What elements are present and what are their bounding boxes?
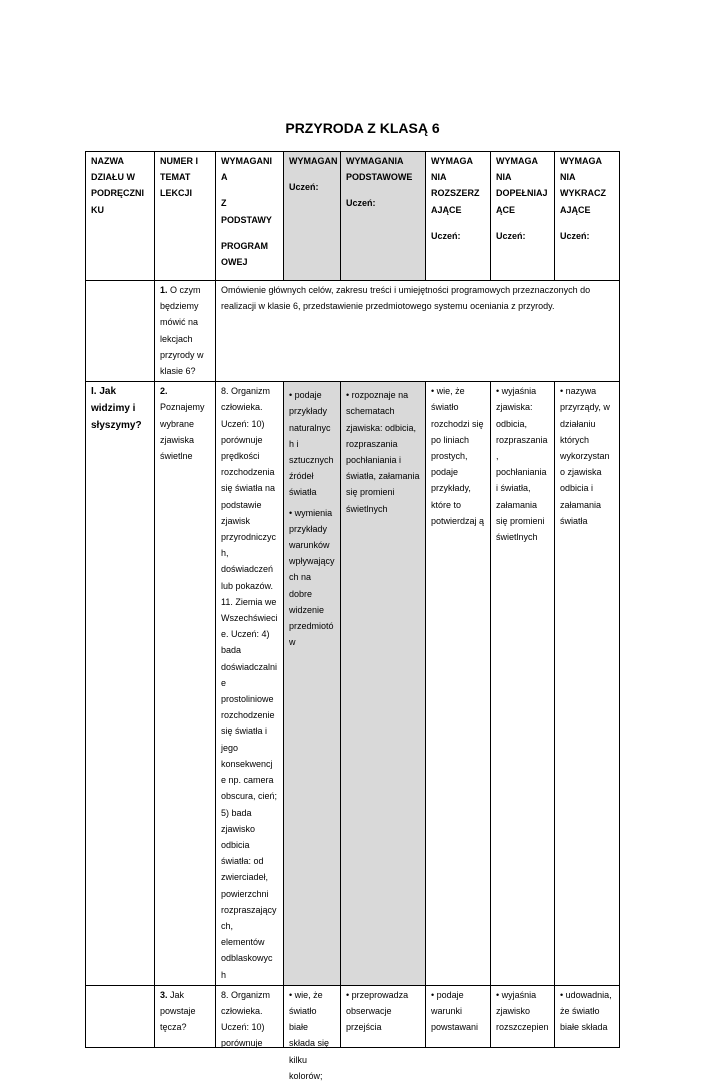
- core-requirements-cell: [216, 985, 284, 1047]
- header-core-curriculum: [216, 152, 284, 281]
- wykraczajace-item: • udowadnia, że światło białe składa: [560, 989, 612, 1033]
- header-konieczne: [284, 152, 341, 281]
- intro-description: [216, 281, 620, 382]
- header-section-name: [86, 152, 155, 281]
- header-wykraczajace: [555, 152, 620, 281]
- rozszerzajace-item: • podaje warunki powstawani: [431, 989, 479, 1033]
- header-core-curriculum-c: PROGRAM OWEJ: [221, 240, 268, 268]
- table-row: [86, 382, 620, 986]
- wykraczajace-item: • nazywa przyrządy, w działaniu których wykorzystan o zjawiska odbicia i załamania światła: [560, 386, 610, 526]
- section-cell-empty: [86, 281, 155, 382]
- podstawowe-cell: [341, 382, 426, 986]
- dopelniajace-cell: [491, 382, 555, 986]
- table-row: [86, 281, 620, 382]
- dopelniajace-item: • wyjaśnia zjawisko rozszczepien: [496, 989, 549, 1033]
- header-dopelniajace-label: WYMAGA NIA DOPEŁNIAJ ĄCE: [496, 156, 548, 215]
- lesson-title: Jak powstaje tęcza?: [160, 989, 196, 1033]
- header-rozszerzajace-uczen: Uczeń:: [431, 230, 461, 241]
- lesson-number: 1.: [160, 285, 168, 295]
- konieczne-cell: [284, 382, 341, 986]
- konieczne-item: • wie, że światło białe składa się kilku kolorów;: [289, 989, 330, 1081]
- lesson-cell: [155, 281, 216, 382]
- podstawowe-item: • rozpoznaje na schematach zjawiska: odbicia, rozpraszania pochłaniania i światła, załamania się promieni świetlnych: [346, 390, 420, 514]
- lesson-cell: [155, 382, 216, 986]
- core-requirements-text: 8. Organizm człowieka. Uczeń: 10) porównuje prędkości rozchodzenia się światła na podstawie zjawisk przyrodniczyc h, doświadczeń lub pokazów. 11. Ziemia we Wszechświeci e. Uczeń: 4) bada doświadczalni e prostoliniowe rozchodzenie się światła i jego konsekwencj e np. camera obscura, cień; 5) bada zjawisko odbicia światła: od zwierciadeł, powierzchni rozpraszający ch, elementów odblaskowyc h: [221, 386, 278, 980]
- intro-description-text: Omówienie głównych celów, zakresu treści i umiejętności programowych przeznaczonych do realizacji w klasie 6, przedstawienie przedmiotowego systemu oceniania z przyrody.: [221, 285, 591, 312]
- podstawowe-item: • przeprowadza obserwacje przejścia: [346, 989, 409, 1033]
- section-cell: [86, 382, 155, 986]
- header-podstawowe-uczen: Uczeń:: [346, 198, 376, 209]
- header-core-curriculum-b: Z PODSTAWY: [221, 198, 272, 225]
- header-konieczne-uczen: Uczeń:: [289, 182, 319, 193]
- rozszerzajace-cell: [426, 985, 491, 1047]
- header-row: [86, 152, 620, 281]
- lesson-cell: [155, 985, 216, 1047]
- header-dopelniajace-uczen: Uczeń:: [496, 230, 526, 241]
- lesson-number: 2.: [160, 386, 168, 397]
- header-lesson-label: NUMER I TEMAT LEKCJI: [160, 156, 198, 199]
- table-row: [86, 985, 620, 1047]
- header-rozszerzajace: [426, 152, 491, 281]
- header-wykraczajace-label: WYMAGA NIA WYKRACZ AJĄCE: [560, 156, 606, 215]
- konieczne-item: • podaje przykłady naturalnych i sztucznych źródeł światła: [289, 390, 334, 498]
- header-podstawowe: [341, 152, 426, 281]
- header-konieczne-label: WYMAGAN: [289, 156, 338, 166]
- lesson-number: 3.: [160, 989, 168, 1000]
- section-cell-empty: [86, 985, 155, 1047]
- lesson-title: O czym będziemy mówić na lekcjach przyrody w klasie 6?: [160, 285, 204, 377]
- header-lesson: [155, 152, 216, 281]
- header-dopelniajace: [491, 152, 555, 281]
- header-wykraczajace-uczen: Uczeń:: [560, 230, 590, 241]
- rozszerzajace-item: • wie, że światło rozchodzi się po liniach prostych, podaje przykłady, które to potwierdzaj ą: [431, 386, 485, 526]
- header-core-curriculum-a: WYMAGANI A: [221, 156, 272, 183]
- konieczne-item: • wymienia przykłady warunków wpływających na dobre widzenie przedmiotów: [289, 507, 335, 648]
- rozszerzajace-cell: [426, 382, 491, 986]
- konieczne-cell: [284, 985, 341, 1081]
- header-section-name-label: NAZWA DZIAŁU W PODRĘCZNI KU: [91, 156, 145, 215]
- wykraczajace-cell: [555, 985, 620, 1047]
- header-rozszerzajace-label: WYMAGA NIA ROZSZERZ AJĄCE: [431, 156, 480, 215]
- wykraczajace-cell: [555, 382, 620, 986]
- dopelniajace-cell: [491, 985, 555, 1047]
- dopelniajace-item: • wyjaśnia zjawiska: odbicia, rozpraszania , pochłaniania i światła, załamania się promieni świetlnych: [496, 386, 548, 543]
- core-requirements-text: 8. Organizm człowieka. Uczeń: 10) porównuje: [221, 989, 271, 1049]
- podstawowe-cell: [341, 985, 426, 1047]
- section-title: I. Jak widzimy i słyszymy?: [91, 386, 142, 432]
- header-podstawowe-label: WYMAGANIA PODSTAWOWE: [346, 156, 413, 183]
- requirements-table: [85, 151, 620, 1081]
- lesson-title: Poznajemy wybrane zjawiska świetlne: [160, 402, 205, 462]
- core-requirements-cell: [216, 382, 284, 986]
- page-title: PRZYRODA Z KLASĄ 6: [285, 120, 440, 136]
